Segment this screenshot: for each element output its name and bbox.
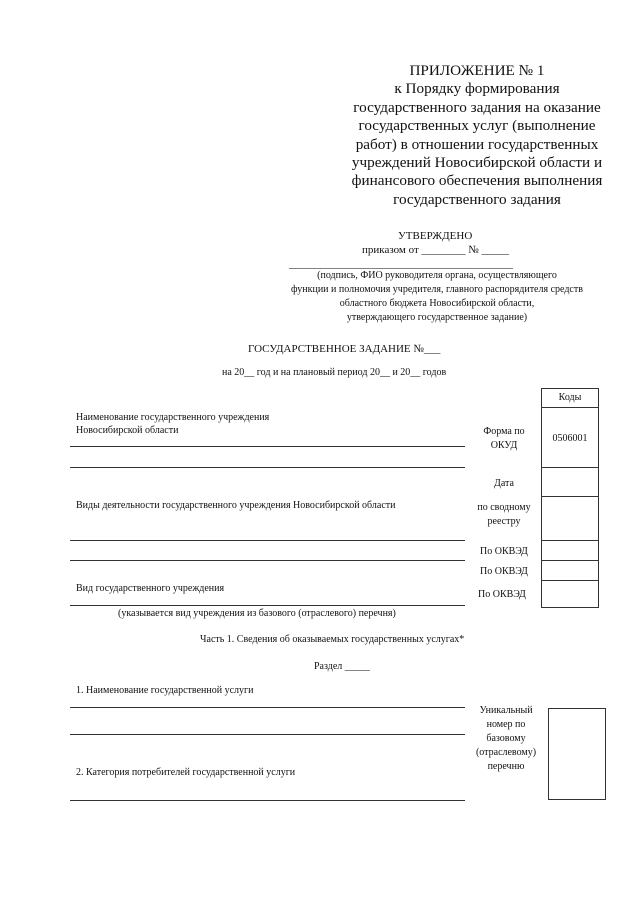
codes-header: Коды — [558, 392, 582, 403]
codes-row-divider — [541, 496, 599, 497]
institution-type-label: Вид государственного учреждения — [76, 583, 225, 594]
appendix-line: финансового обеспечения выполнения — [351, 172, 603, 190]
activities-label: Виды деятельности государственного учреждения Новосибирской области — [76, 500, 396, 511]
order-line: приказом от ________ № _____ — [362, 244, 510, 256]
codes-row-divider — [541, 467, 599, 468]
assignment-title: ГОСУДАРСТВЕННОЕ ЗАДАНИЕ №___ — [248, 343, 441, 355]
okud-label: Форма по ОКУД — [483, 426, 525, 451]
appendix-title: ПРИЛОЖЕНИЕ № 1 — [409, 62, 545, 79]
codes-row-divider — [541, 407, 599, 408]
date-label: Дата — [494, 478, 514, 489]
appendix-line: работ) в отношении государственных — [355, 135, 599, 153]
institution-type-note: (указывается вид учреждения из базового (отраслевого) перечня) — [118, 608, 396, 619]
consumers-label: 2. Категория потребителей государственной услуги — [76, 767, 296, 778]
activities-field-2[interactable] — [70, 560, 465, 561]
appendix-line: государственного задания — [393, 190, 561, 208]
part-title: Часть 1. Сведения об оказываемых государственных услугах* — [200, 634, 465, 645]
activities-field[interactable] — [70, 540, 465, 541]
signature-line: ___________________________________________ — [289, 258, 513, 270]
institution-type-field[interactable] — [70, 605, 465, 606]
institution-name-field[interactable] — [70, 446, 465, 447]
codes-table — [541, 388, 599, 608]
okved-label: По ОКВЭД — [480, 566, 528, 577]
institution-name-label-cont: Новосибирской области — [76, 425, 179, 436]
appendix-line: государственного задания на оказание — [353, 98, 601, 116]
appendix-line: учреждений Новосибирской области и — [351, 154, 603, 172]
service-name-label: 1. Наименование государственной услуги — [76, 685, 254, 696]
service-name-field[interactable] — [70, 707, 465, 708]
codes-row-divider — [541, 580, 599, 581]
consumers-field[interactable] — [70, 800, 465, 801]
codes-row-divider — [541, 540, 599, 541]
registry-label: по сводному реестру — [477, 502, 531, 527]
section-label: Раздел _____ — [314, 661, 370, 672]
service-name-field-2[interactable] — [70, 734, 465, 735]
institution-name-label: Наименование государственного учреждения — [76, 412, 270, 423]
signature-note-line: утверждающего государственное задание) — [346, 312, 528, 323]
institution-name-field-2[interactable] — [70, 467, 465, 468]
unique-number-box[interactable] — [548, 708, 606, 800]
okud-code-value: 0506001 — [552, 433, 588, 444]
appendix-header — [346, 62, 608, 209]
okved-label: По ОКВЭД — [480, 546, 528, 557]
appendix-line: государственных услуг (выполнение — [358, 117, 596, 135]
appendix-line: к Порядку формирования — [394, 80, 560, 98]
unique-number-label: Уникальный номер по базовому (отраслевому) перечню — [475, 705, 537, 772]
assignment-period: на 20__ год и на плановый период 20__ и 20__ годов — [222, 367, 447, 378]
signature-note-line: областного бюджета Новосибирской области, — [339, 298, 535, 309]
okved-label: По ОКВЭД — [478, 589, 526, 600]
approved-label: УТВЕРЖДЕНО — [398, 230, 473, 242]
signature-note — [262, 269, 612, 325]
signature-note-line: (подпись, ФИО руководителя органа, осуществляющего — [317, 270, 557, 281]
codes-row-divider — [541, 560, 599, 561]
signature-note-line: функции и полномочия учредителя, главного распорядителя средств — [291, 284, 583, 295]
